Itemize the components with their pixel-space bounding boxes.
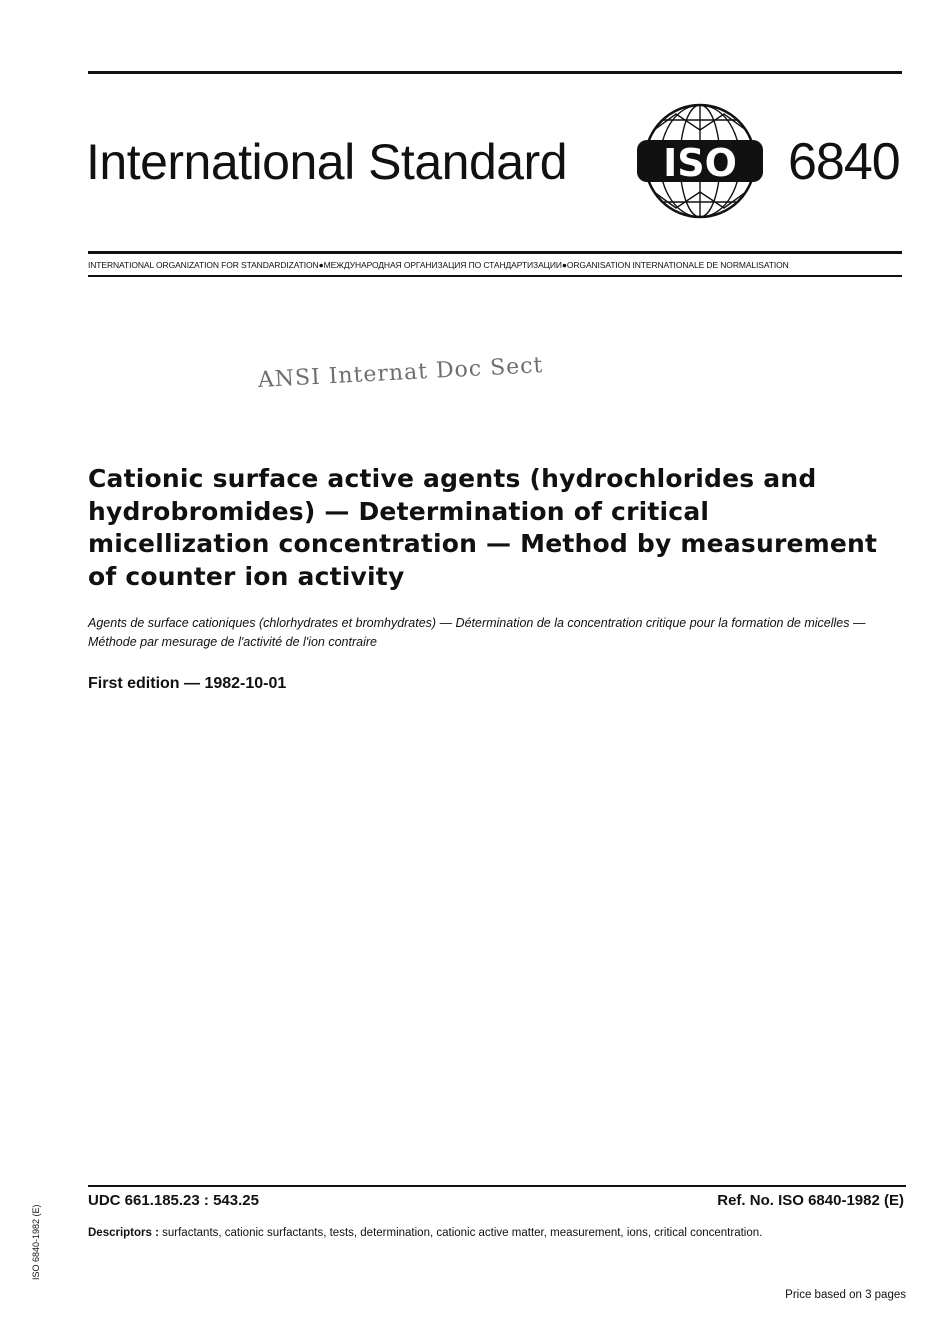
footer-rule bbox=[88, 1185, 906, 1187]
document-subtitle-french: Agents de surface cationiques (chlorhydrates et bromhydrates) — Détermination de la concentration critique pour la formation de micelles — Méthode par mesurage de l'activité de l'ion contraire bbox=[88, 616, 866, 649]
descriptors-label: Descriptors : bbox=[88, 1227, 159, 1239]
document-title: Cationic surface active agents (hydrochlorides and hydrobromides) — Determination of critical micellization concentration — Method by measurement of counter ion activity bbox=[88, 464, 878, 591]
organization-line: INTERNATIONAL ORGANIZATION FOR STANDARDIZATION●МЕЖДУНАРОДНАЯ ОРГАНИЗАЦИЯ ПО СТАНДАРТИЗАЦИИ●ORGANISATION INTERNATIONALE DE NORMALISATION bbox=[88, 260, 789, 270]
descriptors-text: surfactants, cationic surfactants, tests, determination, cationic active matter, measurement, ions, critical concentration. bbox=[162, 1227, 763, 1239]
price-note: Price based on 3 pages bbox=[785, 1289, 906, 1301]
org-rule-bottom bbox=[88, 275, 902, 277]
standard-number: 6840 bbox=[788, 133, 900, 191]
reference-number: Ref. No. ISO 6840-1982 (E) bbox=[717, 1192, 904, 1209]
iso-logo bbox=[636, 100, 764, 222]
header-title: International Standard bbox=[86, 134, 568, 190]
org-rule-top bbox=[88, 251, 902, 254]
top-rule bbox=[88, 71, 902, 74]
descriptors bbox=[88, 1225, 908, 1241]
udc-code: UDC 661.185.23 : 543.25 bbox=[88, 1192, 259, 1209]
edition-line: First edition — 1982-10-01 bbox=[88, 675, 287, 692]
iso-logo-text: ISO bbox=[663, 141, 737, 185]
library-stamp: ANSI Internat Doc Sect bbox=[257, 353, 544, 393]
side-reference: ISO 6840-1982 (E) bbox=[31, 1204, 41, 1280]
